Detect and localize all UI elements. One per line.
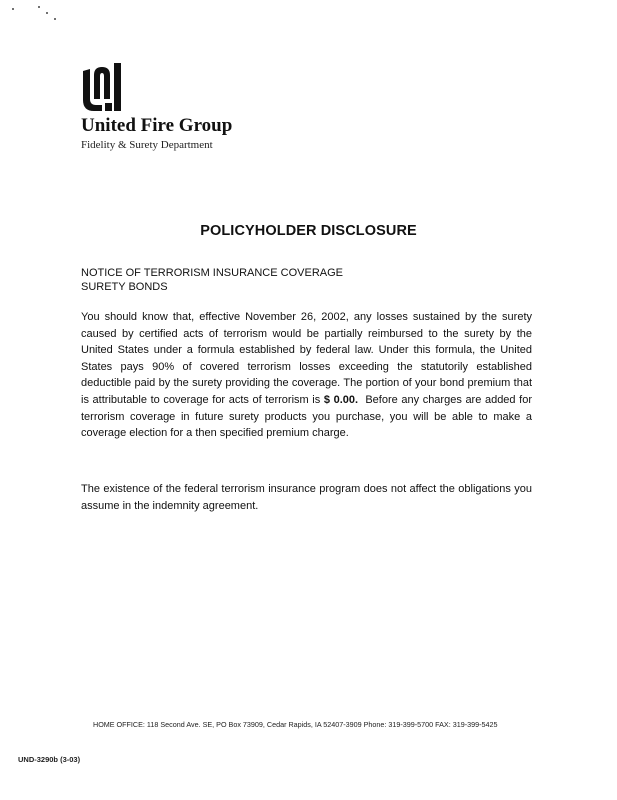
disclosure-paragraph-2: The existence of the federal terrorism insurance program does not affect the obligations you assume in the indemnity agreement. xyxy=(81,483,532,512)
scan-marks xyxy=(12,4,57,22)
paragraph-1-text: You should know that, effective November 26, 2002, any losses sustained by the surety caused by certified acts of terrorism would be partially reimbursed to the surety by the United States under a formula established by federal law. Under this formula, the United States pays 90% of covered terrorism losses exceeding the statutorily established deductible paid by the surety providing the coverage. The portion of your bond premium that is attributable to coverage for acts of terrorism is xyxy=(81,311,532,406)
notice-line-1: NOTICE OF TERRORISM INSURANCE COVERAGE xyxy=(81,267,343,279)
disclosure-paragraph-1 xyxy=(81,309,532,442)
department-name: Fidelity & Surety Department xyxy=(81,139,213,151)
form-code: UND-3290b (3-03) xyxy=(18,755,81,764)
paragraph-1-continuation: Before any charges are added for terrorism coverage in future surety products you purchase, you will be able to make a coverage election for a then specified premium charge. xyxy=(81,393,532,440)
united-fire-group-logo-icon xyxy=(81,63,123,111)
notice-line-2: SURETY BONDS xyxy=(81,281,168,293)
notice-heading xyxy=(81,266,343,294)
document-title: POLICYHOLDER DISCLOSURE xyxy=(200,223,417,239)
company-name: United Fire Group xyxy=(81,115,233,136)
home-office-address: HOME OFFICE: 118 Second Ave. SE, PO Box 73909, Cedar Rapids, IA 52407-3909 Phone: 319-399-5700 FAX: 319-399-5425 xyxy=(93,720,498,729)
premium-amount: $ 0.00. xyxy=(323,393,359,406)
